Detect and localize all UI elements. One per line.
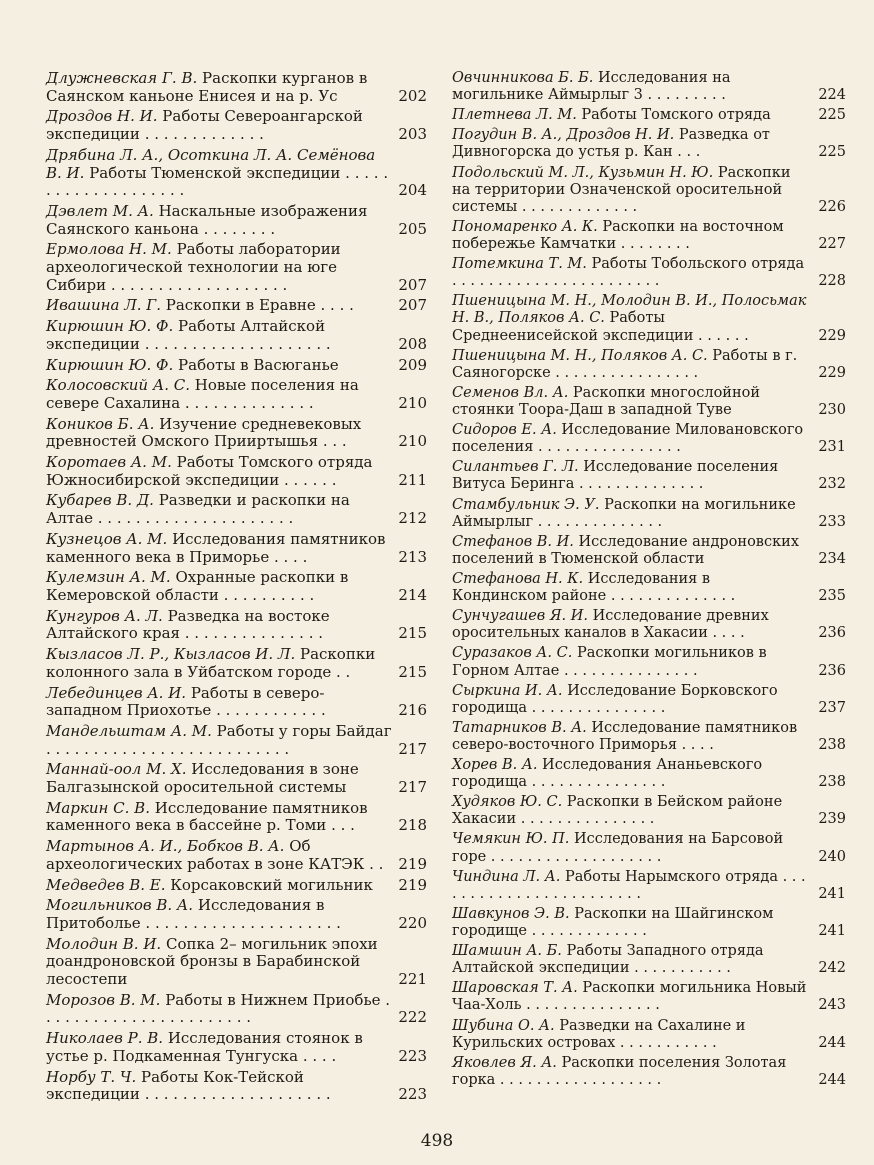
entry-title: Исследование андроновских поселений в Тюменской области (452, 533, 799, 567)
entry-author: Кунгуров А. Л. (46, 606, 163, 625)
entry-title: Раскопки на территории Означенской оросительной системы . . . . . . . . . . . . . (452, 164, 791, 215)
entry-page-number: 235 (818, 588, 846, 605)
entry-page-number: 205 (398, 219, 427, 238)
entry-page-number: 210 (398, 393, 427, 412)
page-number: 498 (420, 1131, 454, 1151)
toc-entry (46, 1030, 431, 1065)
toc-entry (452, 906, 846, 940)
entry-title: Исследования стоянок в устье р. Подкаменная Тунгуска . . . . (46, 1029, 363, 1065)
toc-entry (46, 723, 431, 758)
toc-entry (46, 569, 431, 604)
entry-author: Чиндина Л. А. (452, 868, 561, 885)
entry-title: Работы Североангарской экспедиции . . . . . . . . . . . . . (46, 107, 363, 144)
entry-author: Шаровская Т. А. (452, 980, 578, 997)
toc-entry (452, 127, 846, 161)
entry-author: Подольский М. Л., Кузьмин Н. Ю. (452, 164, 714, 181)
entry-page-number: 204 (398, 181, 427, 200)
entry-title: Работы Алтайской экспедиции . . . . . . . . . . . . . . . . . . . . (46, 317, 331, 353)
entry-title: Работы лаборатории археологической технологии на юге Сибири . . . . . . . . . . . . . . . . . . . (46, 240, 341, 294)
entry-title: Наскальные изображения Саянского каньона . . . . . . . . (46, 201, 368, 238)
entry-author: Кирюшин Ю. Ф. (46, 317, 174, 336)
toc-entry (46, 357, 431, 375)
entry-author: Сыркина И. А. (452, 682, 563, 699)
entry-page-number: 223 (398, 1085, 427, 1104)
entry-author: Силантьев Г. Л. (452, 459, 579, 476)
entry-title: Раскопки могильника Новый Чаа-Холь . . . . . . . . . . . . . . . (452, 980, 807, 1014)
entry-page-number: 212 (398, 509, 427, 528)
entry-title: Исследования Ананьевского городища . . . . . . . . . . . . . . . (452, 757, 763, 791)
entry-title: Раскопки в Еравне . . . . (165, 296, 354, 315)
toc-entry (452, 385, 846, 419)
entry-author: Кирюшин Ю. Ф. (46, 355, 174, 374)
toc-entry (452, 980, 846, 1014)
entry-author: Лебединцев А. И. (46, 683, 187, 702)
entry-author: Длужневская Г. В. (46, 69, 198, 87)
entry-page-number: 236 (818, 662, 846, 679)
entry-title: Работы у горы Байдаг . . . . . . . . . . . . . . . . . . . . . . . . . . (46, 721, 392, 758)
entry-author: Плетнева Л. М. (452, 107, 577, 124)
entry-title: Разведки на Сахалине и Курильских островах . . . . . . . . . . . (452, 1017, 746, 1051)
entry-title: Разведка от Дивногорска до устья р. Кан . . . (452, 127, 770, 161)
entry-author: Кулемзин А. М. (46, 568, 171, 587)
entry-author: Кубарев В. Д. (46, 491, 154, 510)
entry-author: Кызласов Л. Р., Кызласов И. Л. (46, 645, 296, 664)
left-column (46, 70, 431, 1107)
entry-author: Погудин В. А., Дроздов Н. И. (452, 127, 675, 144)
entry-page-number: 241 (818, 885, 846, 902)
entry-title: Работы Среднеенисейской экспедиции . . . . . . (452, 310, 749, 344)
entry-author: Шубина О. А. (452, 1017, 555, 1034)
toc-entry (46, 241, 431, 294)
entry-title: Исследования в зоне Балгазынской оросительной системы (46, 760, 359, 797)
toc-entry (452, 831, 846, 865)
toc-entry (46, 147, 431, 200)
toc-entry (46, 1069, 431, 1104)
toc-entry (452, 943, 846, 977)
entry-title: Работы Нарымского отряда . . . . . . . . . . . . . . . . . . . . . . . . (452, 868, 806, 902)
toc-entry (46, 877, 431, 895)
toc-entry (46, 318, 431, 353)
entry-author: Маннай-оол М. Х. (46, 760, 187, 779)
toc-entry (46, 203, 431, 238)
toc-entry (46, 608, 431, 643)
entry-page-number: 202 (398, 86, 427, 105)
entry-page-number: 228 (818, 273, 846, 290)
entry-author: Яковлев Я. А. (452, 1054, 557, 1071)
toc-entry (452, 608, 846, 642)
entry-author: Чемякин Ю. П. (452, 831, 570, 848)
toc-entry (452, 497, 846, 531)
entry-page-number: 215 (398, 624, 427, 643)
toc-entry (452, 757, 846, 791)
right-column (452, 70, 846, 1092)
entry-page-number: 231 (818, 439, 846, 456)
entry-author: Кузнецов А. М. (46, 529, 168, 548)
entry-page-number: 214 (398, 585, 427, 604)
entry-author: Сунчугашев Я. И. (452, 608, 589, 625)
entry-title: Раскопки поселения Золотая горка . . . . . . . . . . . . . . . . . . (452, 1054, 787, 1088)
entry-title: Исследование Миловановского поселения . . . . . . . . . . . . . . . . (452, 422, 804, 456)
toc-entry (452, 869, 846, 903)
entry-page-number: 219 (398, 875, 427, 894)
entry-author: Мандельштам А. М. (46, 721, 212, 740)
entry-author: Медведев В. Е. (46, 875, 166, 894)
entry-author: Хорев В. А. (452, 757, 538, 774)
entry-author: Ивашина Л. Г. (46, 296, 161, 315)
entry-author: Коников Б. А. (46, 414, 155, 433)
toc-entry (452, 422, 846, 456)
toc-entry (452, 459, 846, 493)
entry-title: Работы Тюменской экспедиции . . . . . . . . . . . . . . . . . . . . (46, 163, 389, 200)
toc-entry (452, 70, 846, 104)
toc-entry (452, 683, 846, 717)
entry-author: Татарников В. А. (452, 719, 587, 736)
entry-page-number: 232 (818, 476, 846, 493)
entry-page-number: 238 (818, 736, 846, 753)
entry-title: Работы в Нижнем Приобье . . . . . . . . . . . . . . . . . . . . . . . (46, 990, 391, 1027)
entry-title: Работы в северо-западном Приохотье . . . . . . . . . . . . (46, 683, 326, 720)
toc-entry (46, 70, 431, 105)
entry-title: Разведки и раскопки на Алтае . . . . . . . . . . . . . . . . . . . . . (46, 491, 350, 528)
toc-entry (452, 348, 846, 382)
entry-title: Разведка на востоке Алтайского края . . . . . . . . . . . . . . . (46, 606, 330, 643)
entry-author: Пшеницына М. Н., Поляков А. С. (452, 347, 708, 364)
entry-page-number: 221 (398, 970, 427, 989)
entry-page-number: 218 (398, 816, 427, 835)
entry-title: Работы Кок-Тейской экспедиции . . . . . . . . . . . . . . . . . . . . (46, 1067, 331, 1104)
entry-page-number: 223 (398, 1046, 427, 1065)
entry-title: Работы в Васюганье (178, 355, 339, 374)
toc-entry (46, 992, 431, 1027)
entry-title: Исследования памятников каменного века в Приморье . . . . (46, 529, 386, 566)
toc-entry (46, 646, 431, 681)
entry-author: Пшеницына М. Н., Молодин В. И., Полосьмак Н. В., Поляков А. С. (452, 293, 807, 327)
entry-title: Раскопки многослойной стоянки Тоора-Даш в западной Туве (452, 384, 761, 418)
toc-entry (452, 534, 846, 568)
toc-entry (452, 293, 846, 344)
entry-author: Шавкунов Э. В. (452, 905, 570, 922)
entry-title: Работы Тобольского отряда . . . . . . . . . . . . . . . . . . . . . . . (452, 256, 805, 290)
toc-entry (46, 416, 431, 451)
toc-entry (452, 256, 846, 290)
entry-author: Могильников В. А. (46, 896, 194, 915)
entry-author: Стефанова Н. К. (452, 570, 584, 587)
entry-title: Исследования на могильнике Аймырлыг 3 . . . . . . . . . (452, 70, 731, 104)
entry-author: Сидоров Е. А. (452, 422, 557, 439)
toc-entry (46, 838, 431, 873)
toc-entry (452, 571, 846, 605)
entry-title: Сопка 2– могильник эпохи доандроновской бронзы в Барабинской лесостепи (46, 934, 378, 989)
entry-page-number: 213 (398, 547, 427, 566)
entry-page-number: 240 (818, 848, 846, 865)
toc-entry (452, 107, 846, 124)
entry-author: Молодин В. И. (46, 934, 162, 953)
entry-page-number: 219 (398, 854, 427, 873)
entry-author: Дэвлет М. А. (46, 201, 154, 220)
entry-title: Раскопки на восточном побережье Камчатки . . . . . . . . (452, 218, 784, 252)
toc-entry (452, 1055, 846, 1089)
toc-entry (452, 165, 846, 216)
entry-title: Исследования в Притоболье . . . . . . . . . . . . . . . . . . . . . (46, 896, 341, 932)
entry-page-number: 225 (818, 107, 846, 124)
toc-entry (46, 454, 431, 489)
entry-title: Исследования в Кондинском районе . . . . . . . . . . . . . . (452, 570, 736, 605)
entry-title: Работы Томского отряда Южносибирской экспедиции . . . . . . (46, 453, 373, 489)
toc-entry (46, 685, 431, 720)
entry-page-number: 203 (398, 125, 427, 144)
entry-title: Исследование Борковского городища . . . . . . . . . . . . . . . (452, 682, 778, 716)
entry-page-number: 217 (398, 778, 427, 797)
entry-page-number: 236 (818, 625, 846, 642)
entry-page-number: 207 (398, 275, 427, 294)
entry-author: Худяков Ю. С. (452, 794, 563, 811)
entry-title: Изучение средневековых древностей Омского Прииртышья . . . (46, 414, 362, 451)
entry-title: Раскопки курганов в Саянском каньоне Енисея и на р. Ус (46, 69, 368, 105)
entry-title: Исследование памятников северо-восточного Приморья . . . . (452, 719, 798, 753)
toc-entry (46, 897, 431, 932)
entry-title: Исследования на Барсовой горе . . . . . . . . . . . . . . . . . . . (452, 831, 784, 865)
entry-page-number: 244 (818, 1071, 846, 1088)
toc-entry (46, 297, 431, 315)
entry-title: Корсаковский могильник (170, 875, 373, 894)
entry-author: Семенов Вл. А. (452, 384, 569, 401)
entry-author: Колосовский А. С. (46, 376, 190, 395)
toc-entry (46, 761, 431, 796)
entry-author: Дрябина Л. А., Осоткина Л. А. Семёнова В. И. (46, 145, 376, 182)
entry-page-number: 225 (818, 144, 846, 161)
entry-title: Исследование памятников каменного века в бассейне р. Томи . . . (46, 798, 368, 835)
entry-page-number: 242 (818, 960, 846, 977)
toc-entry (452, 720, 846, 754)
entry-author: Шамшин А. Б. (452, 943, 562, 960)
toc-entry (452, 219, 846, 253)
entry-author: Дроздов Н. И. (46, 107, 158, 126)
entry-page-number: 244 (818, 1034, 846, 1051)
toc-entry (46, 936, 431, 989)
entry-title: Раскопки в Бейском районе Хакасии . . . . . . . . . . . . . . . (452, 794, 783, 828)
entry-title: Раскопки могильников в Горном Алтае . . . . . . . . . . . . . . . (452, 645, 767, 679)
toc-entry (452, 794, 846, 828)
entry-page-number: 237 (818, 699, 846, 716)
entry-page-number: 210 (398, 432, 427, 451)
entry-author: Стефанов В. И. (452, 533, 574, 550)
entry-page-number: 207 (398, 296, 427, 315)
entry-author: Стамбульник Э. У. (452, 496, 600, 513)
entry-author: Коротаев А. М. (46, 453, 172, 472)
entry-page-number: 229 (818, 327, 846, 344)
entry-title: Охранные раскопки в Кемеровской области . . . . . . . . . . (46, 568, 349, 604)
toc-entry (452, 1018, 846, 1052)
entry-author: Морозов В. М. (46, 990, 161, 1009)
entry-page-number: 233 (818, 513, 846, 530)
entry-title: Исследование поселения Витуса Беринга . . . . . . . . . . . . . . (452, 459, 779, 493)
entry-page-number: 238 (818, 774, 846, 791)
entry-page-number: 217 (398, 739, 427, 758)
toc-entry (46, 800, 431, 835)
entry-page-number: 234 (818, 550, 846, 567)
toc-entry (46, 377, 431, 412)
entry-author: Ермолова Н. М. (46, 240, 172, 259)
entry-page-number: 211 (398, 470, 427, 489)
entry-title: Об археологических работах в зоне КАТЭК . . (46, 837, 384, 873)
entry-title: Работы Томского отряда (581, 107, 771, 124)
entry-author: Мартынов А. И., Бобков В. А. (46, 837, 285, 856)
entry-page-number: 226 (818, 198, 846, 215)
entry-author: Суразаков А. С. (452, 645, 573, 662)
entry-title: Раскопки колонного зала в Уйбатском городе . . (46, 645, 376, 681)
entry-page-number: 216 (398, 701, 427, 720)
entry-author: Потемкина Т. М. (452, 256, 587, 273)
entry-title: Раскопки на Шайгинском городище . . . . . . . . . . . . . (452, 905, 774, 940)
entry-page-number: 243 (818, 997, 846, 1014)
toc-entry (46, 108, 431, 143)
entry-title: Новые поселения на севере Сахалина . . . . . . . . . . . . . . (46, 376, 359, 412)
entry-page-number: 239 (818, 811, 846, 828)
entry-page-number: 209 (398, 355, 427, 374)
entry-page-number: 215 (398, 662, 427, 681)
entry-author: Николаев Р. В. (46, 1029, 164, 1048)
entry-page-number: 224 (818, 87, 846, 104)
entry-page-number: 230 (818, 401, 846, 418)
entry-author: Маркин С. В. (46, 798, 150, 817)
entry-title: Раскопки на могильнике Аймырлыг . . . . . . . . . . . . . . (452, 496, 796, 530)
entry-author: Пономаренко А. К. (452, 218, 598, 235)
entry-page-number: 222 (398, 1008, 427, 1027)
entry-title: Работы Западного отряда Алтайской экспедиции . . . . . . . . . . . (452, 943, 764, 977)
entry-title: Исследование древних оросительных каналов в Хакасии . . . . (452, 608, 769, 642)
toc-entry (46, 492, 431, 527)
entry-author: Норбу Т. Ч. (46, 1067, 137, 1086)
entry-page-number: 220 (398, 913, 427, 932)
entry-author: Овчинникова Б. Б. (452, 70, 594, 86)
entry-page-number: 241 (818, 923, 846, 940)
entry-page-number: 229 (818, 364, 846, 381)
toc-entry (46, 531, 431, 566)
entry-page-number: 227 (818, 235, 846, 252)
entry-page-number: 208 (398, 334, 427, 353)
entry-title: Работы в г. Саяногорске . . . . . . . . . . . . . . . . (452, 347, 798, 381)
toc-entry (452, 645, 846, 679)
